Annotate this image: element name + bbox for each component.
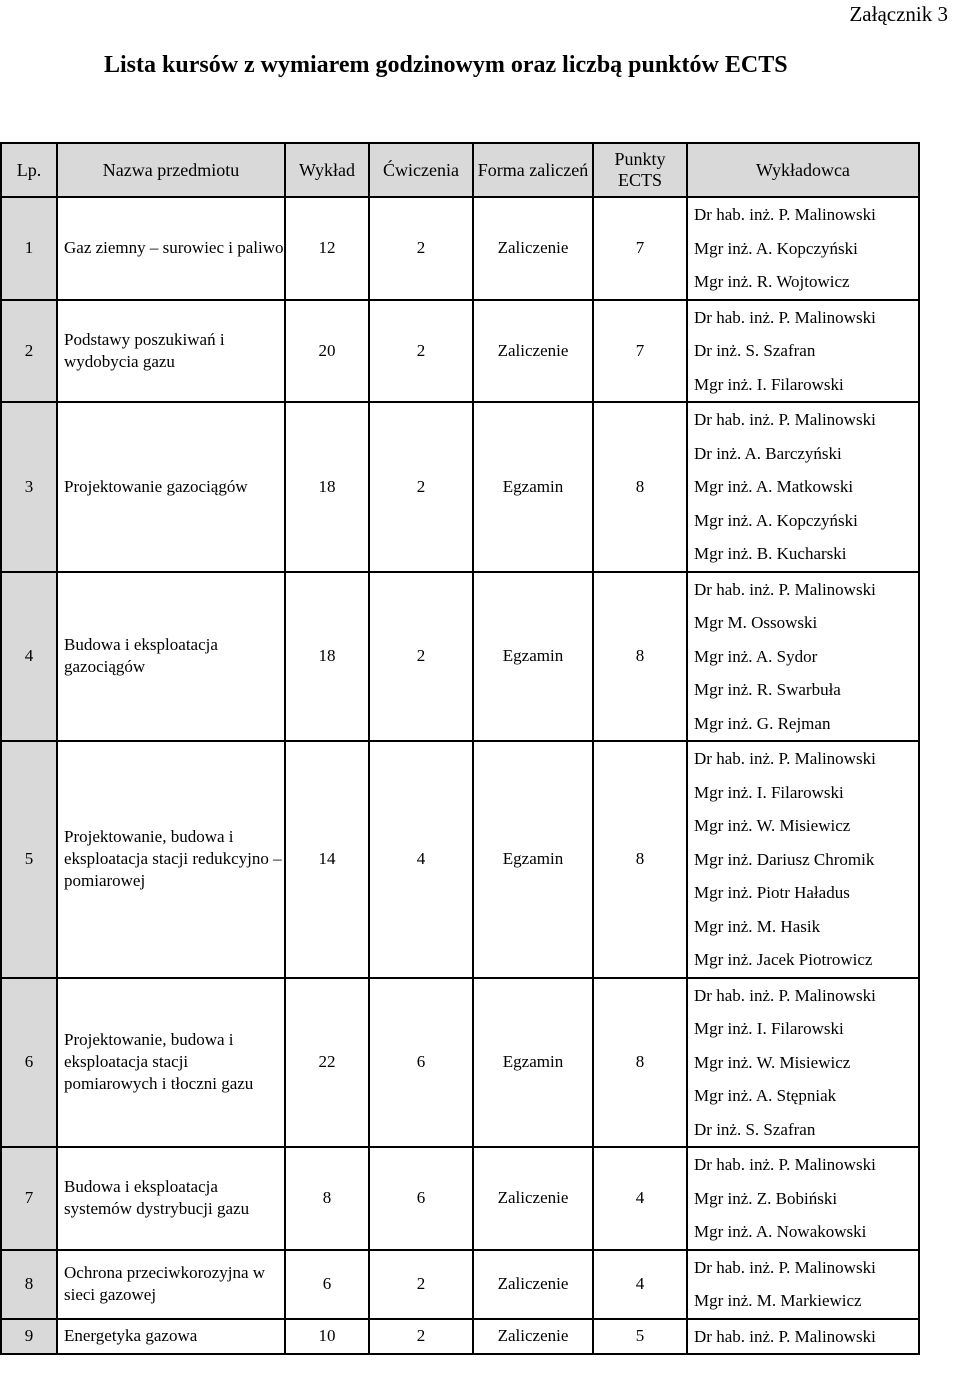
lp-cell: 3 [1,402,57,572]
lp-cell: 8 [1,1250,57,1319]
lecturer-name: Mgr inż. I. Filarowski [694,1019,844,1038]
ects-points-cell: 8 [593,402,687,572]
ects-points-cell: 8 [593,978,687,1148]
column-header: Ćwiczenia [369,143,473,197]
lecturers-cell [687,1250,919,1319]
lecturer-name: Mgr inż. B. Kucharski [694,544,847,563]
assessment-form-cell: Egzamin [473,741,593,978]
exercise-hours-cell: 2 [369,1250,473,1319]
lp-cell: 4 [1,572,57,742]
lp-cell: 7 [1,1147,57,1250]
ects-points-cell: 7 [593,197,687,300]
table-row [1,1147,919,1250]
lecturer-name: Mgr inż. R. Wojtowicz [694,272,850,291]
exercise-hours-cell: 2 [369,1319,473,1355]
lecturer-name: Dr hab. inż. P. Malinowski [694,205,876,224]
exercise-hours-cell: 6 [369,1147,473,1250]
ects-points-cell: 4 [593,1147,687,1250]
lecture-hours-cell: 12 [285,197,369,300]
assessment-form-cell: Zaliczenie [473,1319,593,1355]
lecturer-name: Mgr inż. Jacek Piotrowicz [694,950,873,969]
course-name-cell: Budowa i eksploatacja systemów dystrybucji gazu [57,1147,285,1250]
courses-table [0,142,920,1355]
lp-cell: 5 [1,741,57,978]
lecturer-name: Mgr inż. Z. Bobiński [694,1188,838,1208]
lecturer-name: Mgr inż. R. Swarbuła [694,680,841,699]
assessment-form-cell: Egzamin [473,402,593,572]
lecture-hours-cell: 18 [285,402,369,572]
table-row [1,572,919,742]
assessment-form-cell: Zaliczenie [473,300,593,403]
lecturers-cell [687,197,919,300]
column-header: Punkty ECTS [593,143,687,197]
course-name-cell: Ochrona przeciwkorozyjna w sieci gazowej [57,1250,285,1319]
lecture-hours-cell: 22 [285,978,369,1148]
lecturer-name: Mgr inż. I. Filarowski [694,374,844,394]
lecturer-name: Mgr inż. I. Filarowski [694,782,844,802]
annex-label: Załącznik 3 [849,2,948,26]
lecturer-name: Mgr inż. A. Kopczyński [694,510,858,530]
lecture-hours-cell: 10 [285,1319,369,1355]
exercise-hours-cell: 2 [369,402,473,572]
lecturer-name: Mgr inż. G. Rejman [694,713,831,733]
exercise-hours-cell: 2 [369,572,473,742]
column-header: Wykład [285,143,369,197]
lecture-hours-cell: 18 [285,572,369,742]
assessment-form-cell: Zaliczenie [473,1147,593,1250]
course-name-cell: Projektowanie, budowa i eksploatacja stacji pomiarowych i tłoczni gazu [57,978,285,1148]
table-header-row [1,143,919,197]
table-row [1,978,919,1148]
exercise-hours-cell: 6 [369,978,473,1148]
lecture-hours-cell: 6 [285,1250,369,1319]
lecturer-name: Mgr inż. A. Matkowski [694,477,854,496]
column-header: Nazwa przedmiotu [57,143,285,197]
lecturers-cell [687,1319,919,1355]
lp-cell: 9 [1,1319,57,1355]
exercise-hours-cell: 2 [369,197,473,300]
lecturer-name: Mgr inż. W. Misiewicz [694,1052,851,1072]
lp-cell: 6 [1,978,57,1148]
table-row [1,741,919,978]
ects-points-cell: 8 [593,741,687,978]
assessment-form-cell: Egzamin [473,572,593,742]
lecturer-name: Dr hab. inż. P. Malinowski [694,307,876,327]
lecturer-name: Mgr inż. A. Sydor [694,646,818,666]
lecturer-name: Mgr inż. W. Misiewicz [694,816,851,835]
lecturer-name: Dr hab. inż. P. Malinowski [694,985,876,1005]
course-name-cell: Projektowanie, budowa i eksploatacja stacji redukcyjno – pomiarowej [57,741,285,978]
course-name-cell: Podstawy poszukiwań i wydobycia gazu [57,300,285,403]
table-row [1,1250,919,1319]
lecturers-cell [687,300,919,403]
ects-points-cell: 7 [593,300,687,403]
lecturer-name: Dr inż. A. Barczyński [694,443,842,463]
exercise-hours-cell: 4 [369,741,473,978]
document-title: Lista kursów z wymiarem godzinowym oraz liczbą punktów ECTS [104,52,788,78]
lecturers-cell [687,1147,919,1250]
lecturer-name: Mgr inż. Piotr Haładus [694,883,850,902]
ects-points-cell: 8 [593,572,687,742]
lecturer-name: Dr inż. S. Szafran [694,341,816,360]
lecture-hours-cell: 14 [285,741,369,978]
column-header: Lp. [1,143,57,197]
assessment-form-cell: Zaliczenie [473,1250,593,1319]
lecturers-cell [687,978,919,1148]
lecturer-name: Mgr inż. Dariusz Chromik [694,849,875,869]
lecturer-name: Mgr inż. A. Stępniak [694,1086,837,1105]
lp-cell: 1 [1,197,57,300]
column-header: Wykładowca [687,143,919,197]
lecturers-cell [687,402,919,572]
table-row [1,300,919,403]
table-row [1,197,919,300]
ects-points-cell: 4 [593,1250,687,1319]
lecturer-name: Mgr inż. M. Hasik [694,916,821,936]
lecturer-name: Dr hab. inż. P. Malinowski [694,410,876,429]
table-row [1,1319,919,1355]
lecturer-name: Dr inż. S. Szafran [694,1119,816,1139]
lecturer-name: Dr hab. inż. P. Malinowski [694,1326,876,1346]
course-name-cell: Energetyka gazowa [57,1319,285,1355]
assessment-form-cell: Zaliczenie [473,197,593,300]
assessment-form-cell: Egzamin [473,978,593,1148]
ects-points-cell: 5 [593,1319,687,1355]
lecturer-name: Mgr inż. A. Kopczyński [694,238,858,258]
lecturer-name: Dr hab. inż. P. Malinowski [694,1155,876,1174]
lecturer-name: Dr hab. inż. P. Malinowski [694,1257,876,1277]
lecture-hours-cell: 8 [285,1147,369,1250]
course-name-cell: Gaz ziemny – surowiec i paliwo [57,197,285,300]
lp-cell: 2 [1,300,57,403]
lecturer-name: Dr hab. inż. P. Malinowski [694,579,876,599]
lecture-hours-cell: 20 [285,300,369,403]
lecturer-name: Mgr inż. M. Markiewicz [694,1291,862,1310]
lecturer-name: Mgr M. Ossowski [694,613,818,632]
lecturers-cell [687,572,919,742]
column-header: Forma zaliczeń [473,143,593,197]
lecturer-name: Mgr inż. A. Nowakowski [694,1222,867,1241]
course-name-cell: Projektowanie gazociągów [57,402,285,572]
exercise-hours-cell: 2 [369,300,473,403]
course-name-cell: Budowa i eksploatacja gazociągów [57,572,285,742]
lecturers-cell [687,741,919,978]
table-row [1,402,919,572]
lecturer-name: Dr hab. inż. P. Malinowski [694,749,876,768]
